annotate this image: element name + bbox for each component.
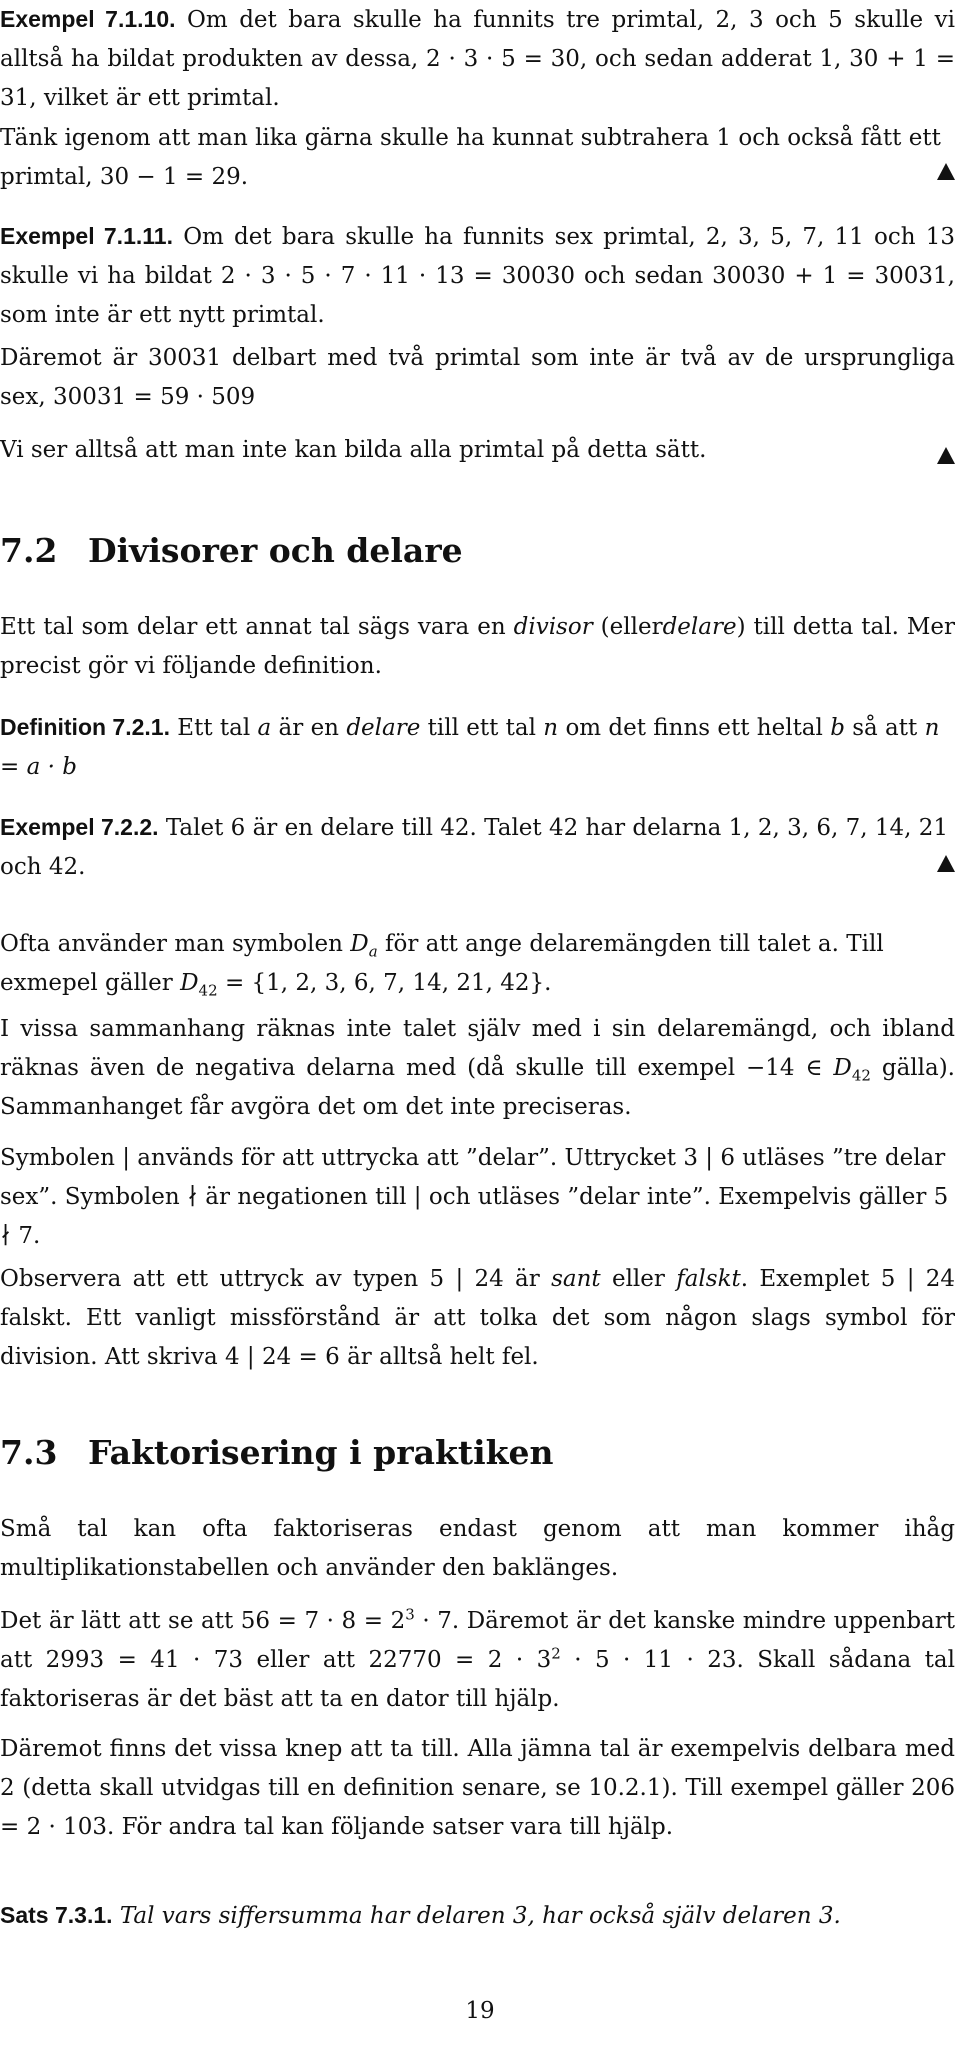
example-7-1-11-paragraph-3 xyxy=(0,431,955,470)
section-title: Faktorisering i praktiken xyxy=(88,1433,554,1472)
math-variable: b xyxy=(830,715,845,741)
example-text: Däremot är 30031 delbart med två primtal som inte är två av de ursprungliga sex, 30031 = 59 · 509 xyxy=(0,345,955,410)
math-subscript: 42 xyxy=(851,1066,871,1085)
observe-paragraph xyxy=(0,1260,955,1377)
definition-text: om det finns ett heltal xyxy=(565,715,823,741)
section-heading-7-2 xyxy=(0,530,463,572)
math-symbol: D xyxy=(350,931,369,957)
example-7-1-10-paragraph-2 xyxy=(0,119,955,197)
definition-text: är en xyxy=(278,715,339,741)
end-of-example-marker-icon xyxy=(937,163,955,180)
body-text: Observera att ett uttryck av typen 5 | 24 är xyxy=(0,1266,540,1292)
example-text: Om det bara skulle ha funnits sex primtal, 2, 3, 5, 7, 11 och 13 skulle vi ha bildat 2 · 3 · 5 · 7 · 11 · 13 = 30030 och sedan 30030 + 1 = 30031, som inte är ett nytt primtal. xyxy=(0,224,955,328)
symbol-paragraph xyxy=(0,925,955,1003)
theorem-7-3-1 xyxy=(0,1896,955,1936)
section-heading-7-3 xyxy=(0,1432,553,1474)
math-subscript: 42 xyxy=(198,981,218,1000)
body-text: · 7. Däremot är det kanske mindre uppenbart att 2993 = 41 · 73 eller att 22770 = 2 · 3 xyxy=(0,1608,956,1673)
definition-text: så att xyxy=(852,715,918,741)
example-7-2-2 xyxy=(0,808,955,887)
example-7-1-11-paragraph-1 xyxy=(0,217,955,335)
page-number: 19 xyxy=(465,1998,495,2024)
example-7-1-11-paragraph-2 xyxy=(0,339,955,417)
math-subscript: a xyxy=(368,942,378,961)
definition-7-2-1 xyxy=(0,708,955,787)
end-of-example-marker-icon xyxy=(937,447,955,464)
body-text: eller xyxy=(611,1266,665,1292)
body-text: · 5 · 11 · 23. Skall sådana tal faktoriseras är det bäst att ta en dator till hjälp. xyxy=(0,1647,955,1712)
body-text: Små tal kan ofta faktoriseras endast genom att man kommer ihåg multiplikationstabellen och använder den baklänges. xyxy=(0,1516,955,1581)
body-text: gälla). Sammanhanget får avgöra det om det inte preciseras. xyxy=(0,1055,955,1120)
theorem-text: Tal vars siffersumma har delaren 3, har också själv delaren 3. xyxy=(119,1903,841,1929)
body-text: . Exemplet 5 | 24 falskt. Ett vanligt missförstånd är att tolka det som någon slags symbol för division. Att skriva 4 | 24 = 6 är alltså helt fel. xyxy=(0,1266,956,1370)
section-number: 7.3 xyxy=(0,1433,58,1472)
math-variable: a xyxy=(257,715,272,741)
example-text: Vi ser alltså att man inte kan bilda alla primtal på detta sätt. xyxy=(0,437,707,463)
term-falskt: falskt xyxy=(676,1266,741,1292)
term-sant: sant xyxy=(551,1266,601,1292)
math-symbol: D xyxy=(833,1055,852,1081)
negative-divisors-paragraph xyxy=(0,1010,955,1127)
math-formula: = {1, 2, 3, 6, 7, 14, 21, 42}. xyxy=(224,970,552,996)
definition-term: delare xyxy=(346,715,421,741)
body-text: för att ange delaremängden till talet a. xyxy=(384,931,839,957)
example-text: Talet 6 är en delare till 42. Talet 42 har delarna 1, 2, 3, 6, 7, 14, 21 och 42. xyxy=(0,815,949,880)
section-7-3-paragraph-1 xyxy=(0,1510,955,1588)
example-7-1-10-paragraph-1 xyxy=(0,0,955,118)
body-text: Till exmepel gäller xyxy=(0,931,884,996)
body-text: Ofta använder man symbolen xyxy=(0,931,343,957)
example-text: Om det bara skulle ha funnits tre primtal, 2, 3 och 5 skulle vi alltså ha bildat produkten av dessa, 2 · 3 · 5 = 30, och sedan adderat 1, 30 + 1 = 31, vilket är ett primtal. xyxy=(0,7,955,111)
math-exponent: 3 xyxy=(405,1605,415,1624)
definition-text: Ett tal xyxy=(177,715,251,741)
definition-text: till ett tal xyxy=(427,715,536,741)
intro-text: (eller xyxy=(600,614,663,640)
theorem-label: Sats 7.3.1. xyxy=(0,1902,113,1928)
divides-symbol-paragraph xyxy=(0,1139,955,1256)
body-text: Det är lätt att se att 56 = 7 · 8 = 2 xyxy=(0,1608,406,1634)
end-of-example-marker-icon xyxy=(937,855,955,872)
example-label: Exempel 7.1.10. xyxy=(0,6,176,32)
section-7-3-paragraph-3 xyxy=(0,1730,955,1847)
definition-label: Definition 7.2.1. xyxy=(0,714,170,740)
intro-term-divisor: divisor xyxy=(513,614,593,640)
intro-text: Ett tal som delar ett annat tal sägs vara en xyxy=(0,614,506,640)
math-exponent: 2 xyxy=(551,1644,561,1663)
intro-term-delare: delare xyxy=(662,614,737,640)
math-formula: n = a · b xyxy=(0,715,940,780)
example-label: Exempel 7.1.11. xyxy=(0,223,173,249)
section-7-2-intro xyxy=(0,608,955,686)
body-text: Däremot finns det vissa knep att ta till. Alla jämna tal är exempelvis delbara med 2 (detta skall utvidgas till en definition senare, se 10.2.1). Till exempel gäller 206 = 2 · 103. För andra tal kan följande satser vara till hjälp. xyxy=(0,1736,955,1840)
math-symbol: D xyxy=(180,970,199,996)
body-text: I vissa sammanhang räknas inte talet själv med i sin delaremängd, och ibland räknas även de negativa delarna med (då skulle till exempel −14 ∈ xyxy=(0,1016,955,1081)
section-title: Divisorer och delare xyxy=(88,531,463,570)
example-label: Exempel 7.2.2. xyxy=(0,814,159,840)
math-variable: n xyxy=(543,715,559,741)
example-text: Tänk igenom att man lika gärna skulle ha kunnat subtrahera 1 och också fått ett primtal, 30 − 1 = 29. xyxy=(0,125,941,190)
intro-text: ) till detta tal. Mer precist gör vi följande definition. xyxy=(0,614,956,679)
section-7-3-paragraph-2 xyxy=(0,1602,955,1719)
section-number: 7.2 xyxy=(0,531,58,570)
body-text: Symbolen | används för att uttrycka att ”delar”. Uttrycket 3 | 6 utläses ”tre delar sex”. Symbolen ∤ är negationen till | och utläses ”delar inte”. Exempelvis gäller 5 ∤ 7. xyxy=(0,1145,949,1249)
